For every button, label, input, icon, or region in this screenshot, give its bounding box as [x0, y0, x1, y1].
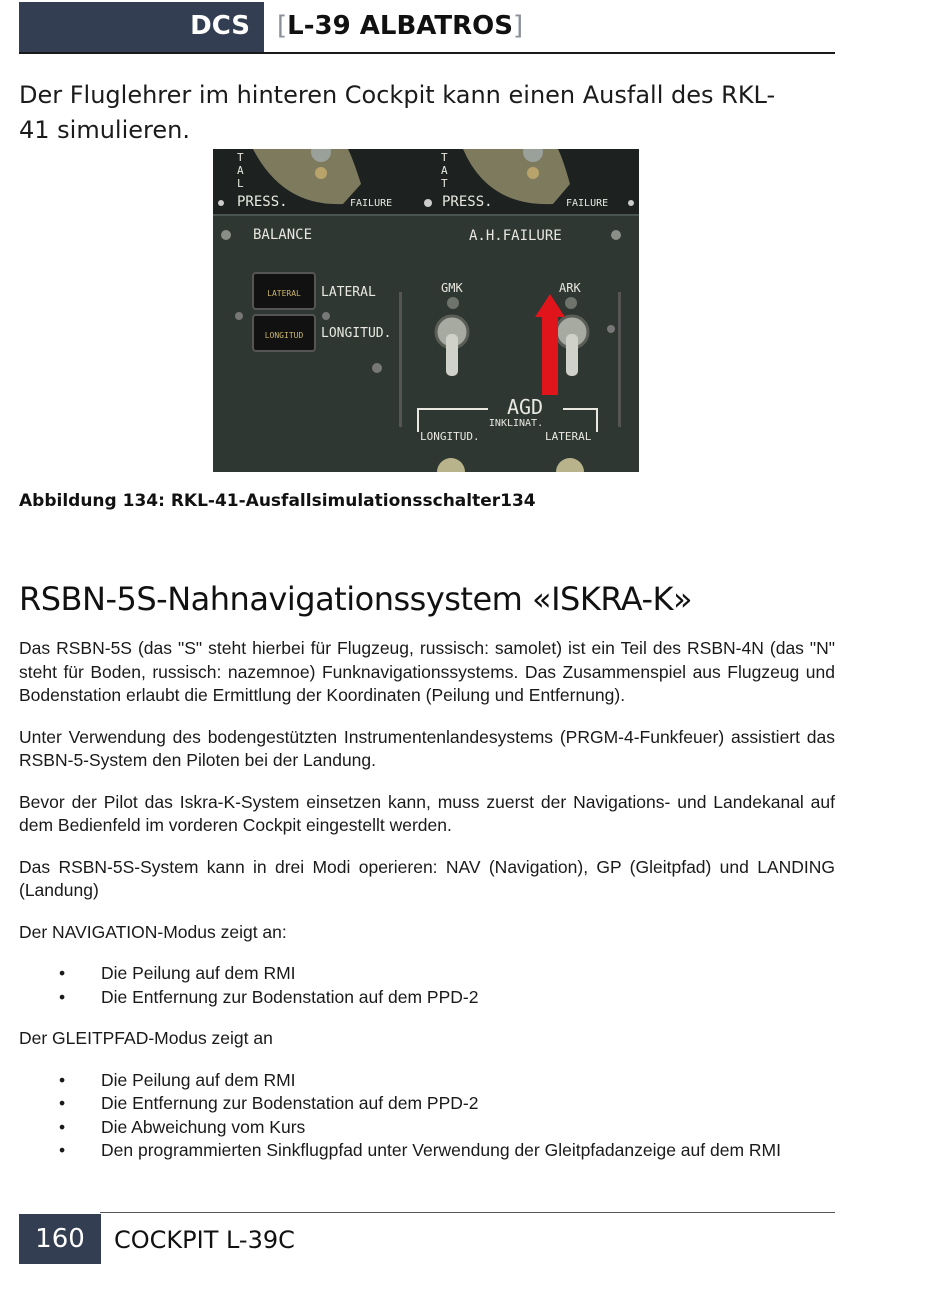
label-balance: BALANCE	[253, 227, 313, 243]
paragraph: Unter Verwendung des bodengestützten Instrumentenlandesystems (PRGM-4-Funkfeuer) assistiert das RSBN-5-System den Piloten bei der Landung.	[19, 726, 835, 770]
page-header	[19, 2, 835, 52]
cockpit-panel-image	[213, 149, 639, 472]
bullet-icon: •	[59, 1116, 66, 1137]
bullet-icon: •	[59, 963, 66, 983]
label-longitud: LONGITUD.	[321, 326, 392, 341]
list-item: • Die Peilung auf dem RMI	[101, 962, 835, 986]
svg-text:A: A	[237, 164, 244, 177]
header-badge: DCS	[190, 11, 250, 41]
gp-mode-list	[19, 1069, 835, 1163]
nav-mode-list	[19, 962, 835, 1009]
svg-text:T: T	[441, 177, 448, 190]
label-agd: AGD	[506, 395, 544, 419]
section-body	[19, 637, 835, 1181]
paragraph: Das RSBN-5S (das "S" steht hierbei für Flugzeug, russisch: samolet) ist ein Teil des RSBN-4N (das "N" steht für Boden, russisch: nazemnoe) Funknavigationssystems. Das Zusammenspiel aus Flugzeug und Bodenstation erlaubt die Ermittlung der Koordinaten (Peilung und Entfernung).	[19, 638, 835, 705]
cockpit-figure	[213, 149, 639, 472]
bullet-icon: •	[59, 1093, 66, 1113]
label-agd-lateral: LATERAL	[545, 430, 592, 443]
list-item: • Die Entfernung zur Bodenstation auf dem PPD-2	[101, 986, 835, 1010]
figure-caption: Abbildung 134: RKL-41-Ausfallsimulationsschalter134	[19, 491, 536, 511]
label-ah-failure: A.H.FAILURE	[469, 228, 562, 244]
header-rule	[19, 52, 835, 54]
label-lateral: LATERAL	[321, 285, 376, 300]
bullet-icon: •	[59, 1069, 66, 1090]
label-gmk: GMK	[441, 281, 463, 295]
intro-text: Der Fluglehrer im hinteren Cockpit kann einen Ausfall des RKL-41 simulieren.	[19, 81, 776, 144]
longitud-button-label: LONGITUD	[264, 331, 304, 340]
svg-text:L: L	[237, 177, 244, 190]
list-item: • Den programmierten Sinkflugpfad unter Verwendung der Gleitpfadanzeige auf dem RMI	[101, 1139, 835, 1163]
svg-text:A: A	[441, 164, 448, 177]
bullet-icon: •	[59, 1140, 66, 1160]
header-title-text: L-39 ALBATROS	[287, 11, 513, 41]
footer-title: COCKPIT L-39C	[114, 1226, 295, 1254]
paragraph: Der NAVIGATION-Modus zeigt an:	[19, 921, 287, 942]
label-failure-right: FAILURE	[566, 198, 609, 209]
label-tat: T	[441, 151, 448, 164]
label-failure-left: FAILURE	[350, 198, 393, 209]
label-tal: T	[237, 151, 244, 164]
label-inklinat: INKLINAT.	[488, 418, 544, 429]
list-item: • Die Abweichung vom Kurs	[101, 1116, 835, 1140]
header-badge-box	[19, 2, 264, 52]
paragraph: Der GLEITPFAD-Modus zeigt an	[19, 1028, 273, 1048]
lateral-button-label: LATERAL	[267, 289, 301, 298]
footer-rule	[100, 1212, 835, 1213]
list-item: • Die Peilung auf dem RMI	[101, 1069, 835, 1093]
paragraph: Bevor der Pilot das Iskra-K-System einsetzen kann, muss zuerst der Navigations- und Landekanal auf dem Bedienfeld im vorderen Cockpit eingestellt werden.	[19, 791, 835, 835]
header-title	[277, 11, 523, 41]
header-bracket-open: [	[277, 11, 288, 41]
page-number: 160	[35, 1224, 85, 1254]
label-press-right: PRESS.	[442, 194, 493, 210]
section-title: RSBN-5S-Nahnavigationssystem «ISKRA-K»	[19, 580, 693, 618]
label-press-left: PRESS.	[237, 194, 288, 210]
header-bracket-close: ]	[512, 11, 524, 41]
paragraph: Das RSBN-5S-System kann in drei Modi operieren: NAV (Navigation), GP (Gleitpfad) und LANDING (Landung)	[19, 856, 835, 900]
footer-page-box	[19, 1214, 101, 1264]
bullet-icon: •	[59, 986, 66, 1007]
list-item: • Die Entfernung zur Bodenstation auf dem PPD-2	[101, 1092, 835, 1116]
label-ark: ARK	[559, 281, 581, 295]
label-agd-longitud: LONGITUD.	[420, 430, 480, 443]
